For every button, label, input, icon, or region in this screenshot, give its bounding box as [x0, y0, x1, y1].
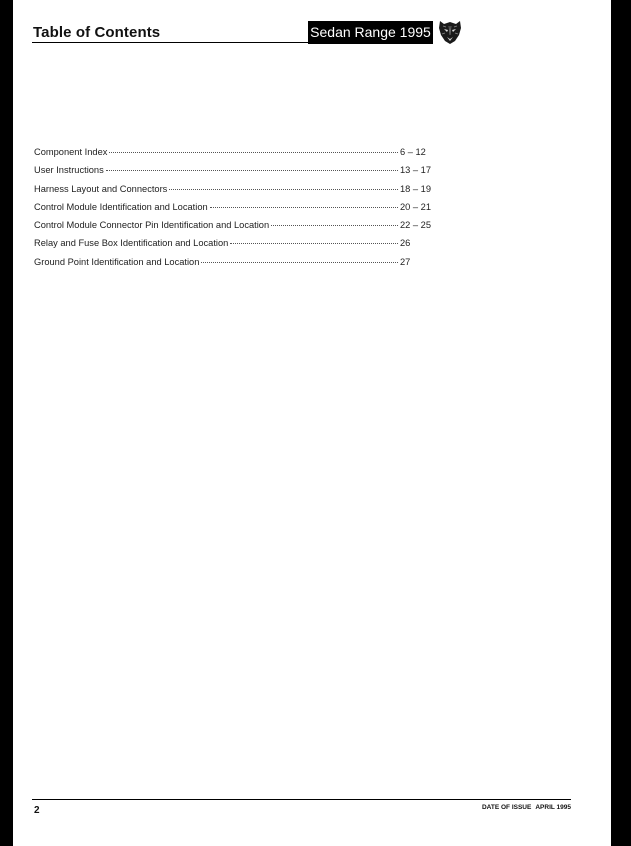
toc-entry-pages: 26 [400, 238, 411, 249]
range-badge: Sedan Range 1995 [308, 21, 433, 44]
toc-dot-leader [201, 262, 398, 263]
page-title: Table of Contents [33, 24, 161, 41]
toc-entry-title: Harness Layout and Connectors [34, 183, 168, 194]
toc-entry[interactable] [34, 202, 434, 220]
toc-dot-leader [210, 207, 398, 208]
toc-dot-leader [109, 152, 398, 153]
header-rule [32, 42, 308, 43]
issue-label: DATE OF ISSUE [481, 804, 532, 811]
toc-entry-title: Control Module Connector Pin Identification and Location [34, 220, 270, 231]
toc-entry-pages: 22 – 25 [400, 220, 432, 231]
toc-dot-leader [271, 225, 398, 226]
page-number: 2 [34, 805, 40, 816]
toc-entry[interactable] [34, 220, 434, 238]
toc-entry-pages: 6 – 12 [400, 147, 426, 157]
toc-entry[interactable] [34, 257, 434, 275]
toc-entry[interactable] [34, 238, 434, 256]
toc-entry-title: Ground Point Identification and Location [34, 256, 200, 267]
toc-entry[interactable] [34, 165, 434, 183]
toc-entry-pages: 27 [400, 256, 411, 267]
toc-entry[interactable] [34, 184, 434, 202]
toc-entry-title: Control Module Identification and Location [34, 201, 208, 212]
jaguar-head-icon [437, 18, 463, 46]
toc-entry-pages: 13 – 17 [400, 165, 432, 176]
toc-entry-title: User Instructions [34, 165, 104, 176]
toc-entry-title: Relay and Fuse Box Identification and Location [34, 238, 229, 249]
left-binding-bar [0, 0, 13, 846]
toc-entry-title: Component Index [34, 147, 108, 157]
toc-dot-leader [169, 189, 398, 190]
toc-list [34, 147, 434, 275]
right-binding-bar [611, 0, 631, 846]
toc-entry-pages: 20 – 21 [400, 201, 432, 212]
toc-dot-leader [106, 170, 398, 171]
toc-dot-leader [230, 243, 398, 244]
issue-date-line [482, 804, 571, 811]
toc-entry[interactable] [34, 147, 434, 165]
issue-date: APRIL 1995 [535, 804, 571, 811]
footer-rule [32, 799, 571, 800]
toc-entry-pages: 18 – 19 [400, 183, 432, 194]
